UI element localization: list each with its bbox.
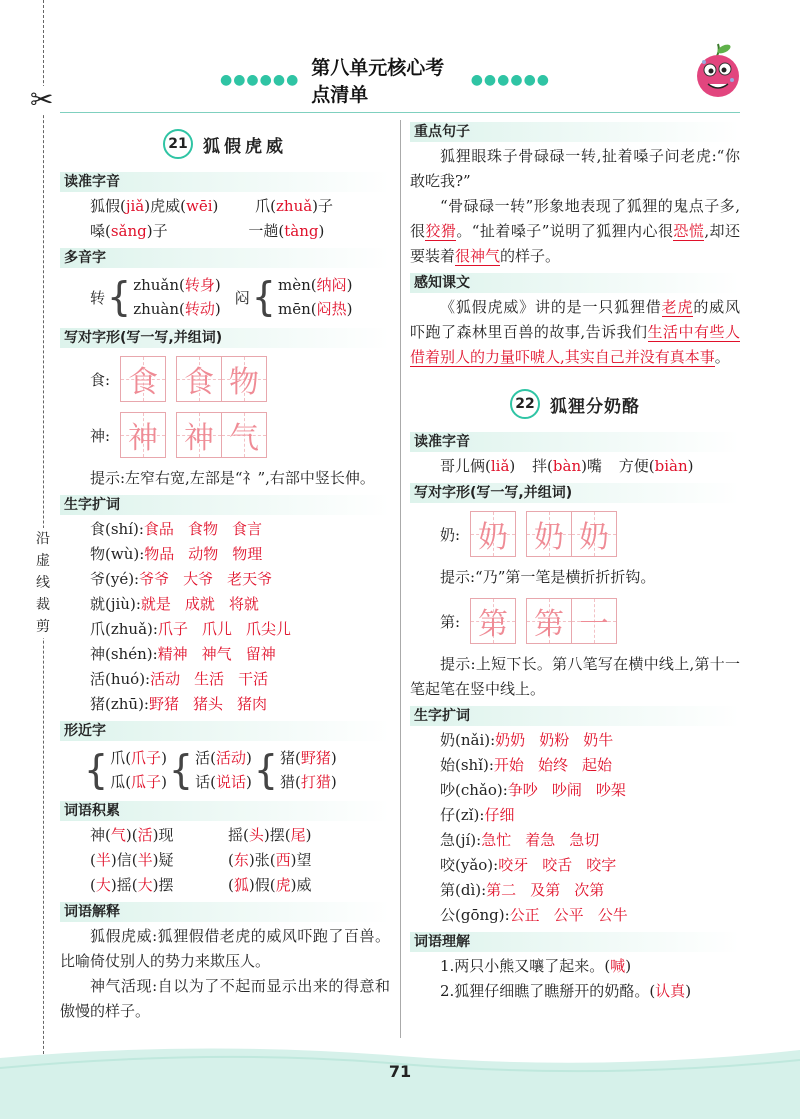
- expansion-row: 食(shí): 食品 食物 食言: [90, 520, 262, 538]
- word-expansion-list: [410, 728, 740, 928]
- header-dots-right: ●●●●●●: [470, 72, 550, 88]
- column-divider: [400, 120, 401, 1038]
- expansion-row: 第(dì): 第二 及第 次第: [440, 881, 605, 899]
- cut-label: 沿 虚 线 裁 剪: [33, 528, 53, 638]
- section-heading: 词语解释: [60, 902, 390, 922]
- writing-cell: 第: [526, 598, 572, 644]
- writing-cell: 奶: [526, 511, 572, 557]
- word-understanding: 1.两只小熊又嚷了起来。(喊): [440, 957, 632, 975]
- writing-hint: 提示:左窄右宽,左部是“礻”,右部中竖长伸。: [90, 469, 375, 487]
- writing-grid-row: 神: 神 神 气: [60, 410, 390, 460]
- expansion-row: 仔(zǐ): 仔细: [440, 806, 515, 824]
- writing-cell: 第: [470, 598, 516, 644]
- lesson-number: 21: [163, 129, 193, 159]
- expansion-row: 爪(zhuǎ): 爪子 爪儿 爪尖儿: [90, 620, 291, 638]
- writing-grid-row: 食: 食 食 物: [60, 354, 390, 404]
- section-heading: 词语积累: [60, 801, 390, 821]
- section-heading: 多音字: [60, 248, 390, 268]
- section-heading: 感知课文: [410, 273, 740, 293]
- section-heading: 生字扩词: [410, 706, 740, 726]
- expansion-row: 就(jiù): 就是 成就 将就: [90, 595, 259, 613]
- lesson-21-title: [60, 120, 390, 168]
- word-understanding: 2.狐狸仔细瞧了瞧掰开的奶酪。(认真): [440, 982, 692, 1000]
- word-expansion-list: [60, 517, 390, 717]
- expansion-row: 急(jí): 急忙 着急 急切: [440, 831, 600, 849]
- text-summary: 《狐假虎威》讲的是一只狐狸借老虎的威风吓跑了森林里百兽的故事,告诉我们生活中有些人借着别人的力量吓唬人,其实自己并没有真本事。: [410, 298, 740, 366]
- idiom-row: (大)摇(大)摆 (狐)假(虎)威: [90, 876, 312, 894]
- writing-cell: 神: [120, 412, 166, 458]
- section-heading: 词语理解: [410, 932, 740, 952]
- section-heading: 读准字音: [60, 172, 390, 192]
- section-heading: 读准字音: [410, 432, 740, 452]
- writing-hint: 提示:“乃”第一笔是横折折折钩。: [440, 568, 656, 586]
- pinyin-line: 狐假(jiǎ)虎威(wēi) 爪(zhuǎ)子: [90, 197, 334, 215]
- writing-cell: 奶: [572, 511, 617, 557]
- right-column: [410, 120, 740, 1004]
- writing-cell: 食: [120, 356, 166, 402]
- expansion-row: 公(gōng): 公正 公平 公牛: [440, 906, 628, 924]
- section-heading: 重点句子: [410, 122, 740, 142]
- explanation: 神气活现:自以为了不起而显示出来的得意和傲慢的样子。: [60, 977, 390, 1020]
- lesson-22-title: [410, 380, 740, 428]
- expansion-row: 爷(yé): 爷爷 大爷 老天爷: [90, 570, 273, 588]
- header-dots-left: ●●●●●●: [220, 72, 300, 88]
- header-rule: [60, 112, 740, 113]
- writing-cell: 物: [222, 356, 267, 402]
- page-header: [220, 57, 550, 106]
- section-heading: 形近字: [60, 721, 390, 741]
- pinyin-line: 哥儿俩(liǎ) 拌(bàn)嘴 方便(biàn): [440, 457, 694, 475]
- scissors-icon: ✂: [30, 83, 54, 116]
- writing-hint: 提示:上短下长。第八笔写在横中线上,第十一笔起笔在竖中线上。: [410, 655, 740, 698]
- writing-cell: 奶: [470, 511, 516, 557]
- writing-cell: 神: [176, 412, 222, 458]
- writing-cell: 气: [222, 412, 267, 458]
- expansion-row: 猪(zhū): 野猪 猪头 猪肉: [90, 695, 268, 713]
- page-number: 71: [388, 1062, 412, 1081]
- expansion-row: 活(huó): 活动 生活 干活: [90, 670, 269, 688]
- writing-cell: 一: [572, 598, 617, 644]
- expansion-row: 奶(nǎi): 奶奶 奶粉 奶牛: [440, 731, 614, 749]
- apple-mascot-icon: [688, 40, 748, 100]
- key-sentence: 狐狸眼珠子骨碌碌一转,扯着嗓子问老虎:“你敢吃我?”: [410, 147, 740, 190]
- writing-grid-row: 奶: 奶 奶 奶: [410, 509, 740, 559]
- explanation: 狐假虎威:狐狸假借老虎的威风吓跑了百兽。比喻倚仗别人的势力来欺压人。: [60, 927, 390, 970]
- idiom-row: 神(气)(活)现 摇(头)摆(尾): [90, 826, 312, 844]
- section-heading: 写对字形(写一写,并组词): [60, 328, 390, 348]
- writing-cell: 食: [176, 356, 222, 402]
- expansion-row: 物(wù): 物品 动物 物理: [90, 545, 263, 563]
- expansion-row: 始(shǐ): 开始 始终 起始: [440, 756, 612, 774]
- expansion-row: 吵(chǎo): 争吵 吵闹 吵架: [440, 781, 626, 799]
- pinyin-line: 嗓(sǎng)子 一趟(tàng): [90, 222, 325, 240]
- lesson-number: 22: [510, 389, 540, 419]
- writing-grid-row: 第: 第 第 一: [410, 596, 740, 646]
- lesson-title: 狐狸分奶酪: [550, 396, 640, 417]
- key-analysis: “骨碌碌一转”形象地表现了狐狸的鬼点子多,很狡猾。“扯着嗓子”说明了狐狸内心很恐慌,却还要装着很神气的样子。: [410, 197, 740, 265]
- lesson-title: 狐假虎威: [203, 136, 287, 157]
- left-column: [60, 120, 390, 1024]
- section-heading: 写对字形(写一写,并组词): [410, 483, 740, 503]
- similar-chars: { 爪(爪子) 瓜(瓜子) { 活(活动) 话(说话) { 猪(野猪) 猎(打猎): [84, 746, 337, 794]
- page-title: 第八单元核心考点清单: [311, 57, 445, 106]
- expansion-row: 神(shén): 精神 神气 留神: [90, 645, 276, 663]
- polyphone-group: 转 { zhuǎn(转身) zhuàn(转动) 闷 { mèn(纳闷) mēn(闷热): [90, 273, 353, 321]
- section-heading: 生字扩词: [60, 495, 390, 515]
- idiom-row: (半)信(半)疑 (东)张(西)望: [90, 851, 312, 869]
- expansion-row: 咬(yǎo): 咬牙 咬舌 咬字: [440, 856, 617, 874]
